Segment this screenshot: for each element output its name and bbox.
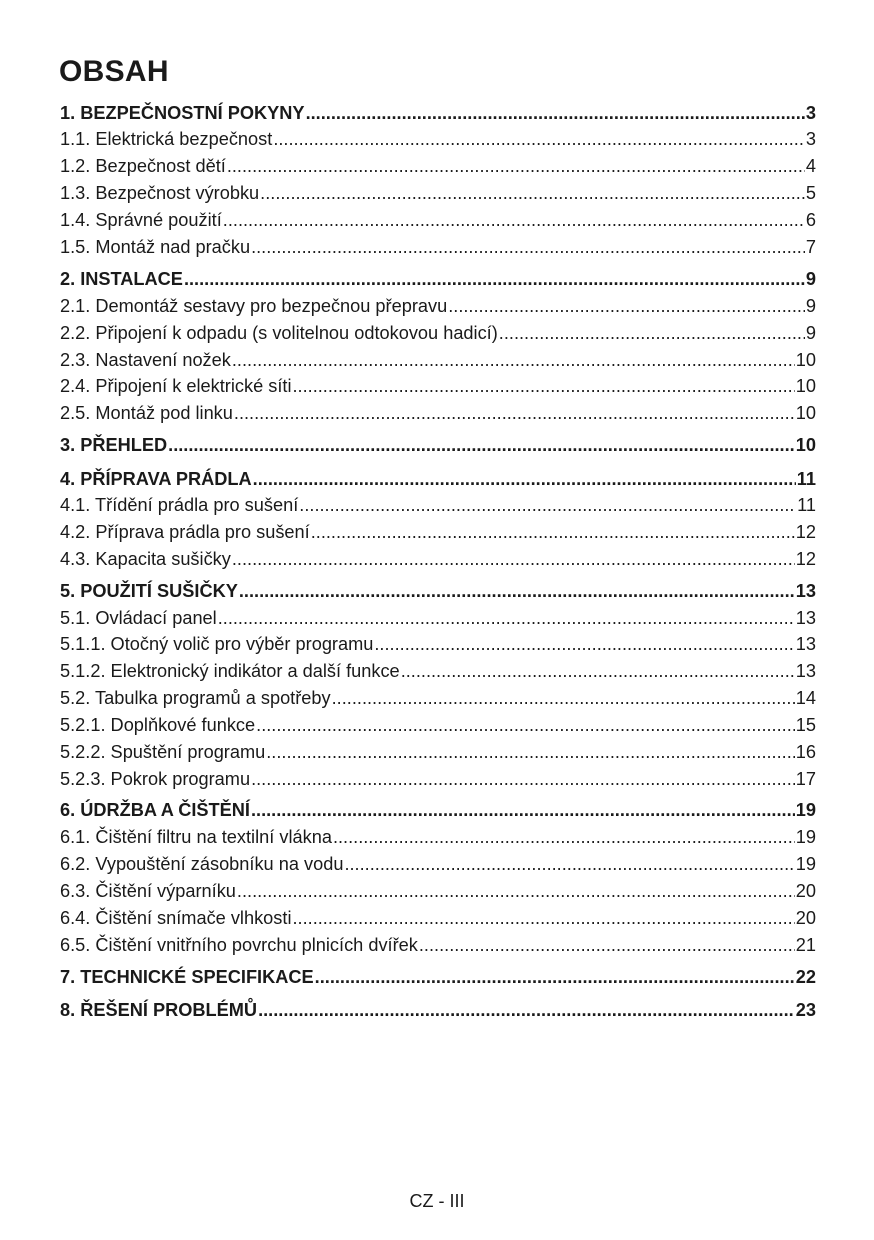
dot-leader <box>344 853 794 875</box>
toc-entry-label: 1.1. Elektrická bezpečnost <box>60 129 273 149</box>
toc-entry-page: 13 <box>795 661 816 681</box>
dot-leader <box>251 768 795 790</box>
toc-entry-page: 10 <box>795 403 816 423</box>
toc-entry-page: 20 <box>795 881 816 901</box>
page-number-footer: CZ - III <box>409 1191 465 1211</box>
toc-entry-page: 17 <box>795 769 816 789</box>
toc-entry[interactable] <box>60 548 816 570</box>
toc-entry-label: 2.4. Připojení k elektrické síti <box>60 376 292 396</box>
toc-entry-page: 13 <box>795 608 816 628</box>
toc-chapter[interactable] <box>60 999 816 1021</box>
toc-entry-page: 16 <box>795 742 816 762</box>
toc-entry[interactable] <box>60 182 816 204</box>
toc-entry-label: 4.3. Kapacita sušičky <box>60 549 231 569</box>
toc-entry-page: 3 <box>805 103 816 123</box>
toc-entry[interactable] <box>60 826 816 848</box>
dot-leader <box>232 349 795 371</box>
dot-leader <box>258 999 795 1021</box>
dot-leader <box>168 434 795 456</box>
toc-entry[interactable] <box>60 236 816 258</box>
toc-entry-label: 1.2. Bezpečnost dětí <box>60 156 226 176</box>
toc-entry-label: 5.2. Tabulka programů a spotřeby <box>60 688 331 708</box>
toc-entry[interactable] <box>60 633 816 655</box>
toc-entry[interactable] <box>60 322 816 344</box>
toc-entry-label: 4.2. Příprava prádla pro sušení <box>60 522 310 542</box>
toc-entry-label: 6.1. Čištění filtru na textilní vlákna <box>60 827 332 847</box>
toc-entry-page: 20 <box>795 908 816 928</box>
toc-entry[interactable] <box>60 607 816 629</box>
toc-entry-page: 9 <box>805 269 816 289</box>
toc-entry-label: 4.1. Třídění prádla pro sušení <box>60 495 299 515</box>
toc-chapter[interactable] <box>60 268 816 290</box>
toc-entry[interactable] <box>60 934 816 956</box>
toc-entry[interactable] <box>60 349 816 371</box>
toc-entry-page: 19 <box>795 854 816 874</box>
dot-leader <box>184 268 805 290</box>
toc-entry-label: 8. ŘEŠENÍ PROBLÉMŮ <box>60 1000 258 1020</box>
toc-entry-page: 12 <box>795 522 816 542</box>
toc-entry-label: 6.4. Čištění snímače vlhkosti <box>60 908 292 928</box>
dot-leader <box>315 966 795 988</box>
toc-entry-page: 7 <box>805 237 816 257</box>
toc-entry[interactable] <box>60 660 816 682</box>
toc-entry[interactable] <box>60 402 816 424</box>
toc-entry-label: 2. INSTALACE <box>60 269 183 289</box>
dot-leader <box>401 660 795 682</box>
dot-leader <box>232 548 795 570</box>
toc-entry[interactable] <box>60 295 816 317</box>
toc-entry-label: 2.3. Nastavení nožek <box>60 350 231 370</box>
toc-entry-label: 3. PŘEHLED <box>60 435 168 455</box>
toc-chapter[interactable] <box>60 434 816 456</box>
dot-leader <box>251 236 805 258</box>
toc-entry[interactable] <box>60 907 816 929</box>
toc-entry-page: 14 <box>795 688 816 708</box>
toc-entry-page: 5 <box>805 183 816 203</box>
dot-leader <box>237 880 795 902</box>
toc-entry[interactable] <box>60 209 816 231</box>
toc-entry-label: 1.5. Montáž nad pračku <box>60 237 251 257</box>
toc-entry[interactable] <box>60 375 816 397</box>
dot-leader <box>223 209 805 231</box>
toc-chapter[interactable] <box>60 580 816 602</box>
toc-entry-page: 23 <box>795 1000 816 1020</box>
toc-entry-page: 15 <box>795 715 816 735</box>
dot-leader <box>332 687 795 709</box>
toc-entry-label: 2.2. Připojení k odpadu (s volitelnou odtokovou hadicí) <box>60 323 498 343</box>
dot-leader <box>306 102 805 124</box>
toc-entry-label: 5.2.3. Pokrok programu <box>60 769 251 789</box>
dot-leader <box>499 322 805 344</box>
toc-entry-page: 6 <box>805 210 816 230</box>
toc-chapter[interactable] <box>60 966 816 988</box>
toc-entry-label: 1. BEZPEČNOSTNÍ POKYNY <box>60 103 305 123</box>
toc-entry-page: 11 <box>796 469 816 489</box>
toc-entry-page: 4 <box>805 156 816 176</box>
toc-entry[interactable] <box>60 741 816 763</box>
dot-leader <box>374 633 794 655</box>
toc-entry-label: 6.2. Vypouštění zásobníku na vodu <box>60 854 344 874</box>
toc-entry-page: 9 <box>805 323 816 343</box>
toc-entry-page: 10 <box>795 376 816 396</box>
toc-entry-page: 13 <box>795 581 816 601</box>
dot-leader <box>292 907 794 929</box>
toc-entry-label: 6.5. Čištění vnitřního povrchu plnicích dvířek <box>60 935 418 955</box>
toc-chapter[interactable] <box>60 799 816 821</box>
toc-entry-label: 4. PŘÍPRAVA PRÁDLA <box>60 469 252 489</box>
toc-entry-page: 22 <box>795 967 816 987</box>
dot-leader <box>311 521 795 543</box>
toc-entry-label: 1.4. Správné použití <box>60 210 222 230</box>
dot-leader <box>419 934 795 956</box>
dot-leader <box>239 580 795 602</box>
toc-entry-page: 19 <box>795 800 816 820</box>
dot-leader <box>251 799 795 821</box>
toc-entry-label: 5.1.1. Otočný volič pro výběr programu <box>60 634 374 654</box>
toc-entry-label: 5.1. Ovládací panel <box>60 608 217 628</box>
page-title: OBSAH <box>59 55 169 88</box>
toc-chapter[interactable] <box>60 468 816 490</box>
toc-entry-label: 2.5. Montáž pod linku <box>60 403 233 423</box>
toc-entry-label: 5. POUŽITÍ SUŠIČKY <box>60 581 238 601</box>
toc-entry[interactable] <box>60 128 816 150</box>
toc-entry-label: 7. TECHNICKÉ SPECIFIKACE <box>60 967 314 987</box>
dot-leader <box>218 607 795 629</box>
toc-entry-page: 11 <box>797 495 816 515</box>
dot-leader <box>260 182 805 204</box>
toc-entry-label: 5.1.2. Elektronický indikátor a další funkce <box>60 661 400 681</box>
toc-entry-label: 5.2.1. Doplňkové funkce <box>60 715 256 735</box>
toc-entry-page: 21 <box>795 935 816 955</box>
dot-leader <box>256 714 795 736</box>
toc-entry[interactable] <box>60 714 816 736</box>
toc-entry-page: 12 <box>795 549 816 569</box>
dot-leader <box>227 155 805 177</box>
dot-leader <box>292 375 794 397</box>
toc-entry-label: 2.1. Demontáž sestavy pro bezpečnou přepravu <box>60 296 448 316</box>
toc-entry[interactable] <box>60 494 816 516</box>
dot-leader <box>266 741 795 763</box>
toc-entry-label: 6.3. Čištění výparníku <box>60 881 236 901</box>
toc-chapter[interactable] <box>60 102 816 124</box>
dot-leader <box>299 494 796 516</box>
toc-entry-page: 10 <box>795 435 816 455</box>
dot-leader <box>253 468 796 490</box>
dot-leader <box>234 402 795 424</box>
dot-leader <box>448 295 805 317</box>
toc-entry[interactable] <box>60 687 816 709</box>
toc-entry[interactable] <box>60 155 816 177</box>
toc-entry-label: 6. ÚDRŽBA A ČIŠTĚNÍ <box>60 800 250 820</box>
toc-entry-page: 13 <box>795 634 816 654</box>
toc-entry[interactable] <box>60 521 816 543</box>
toc-entry[interactable] <box>60 853 816 875</box>
dot-leader <box>333 826 795 848</box>
toc-entry-page: 10 <box>795 350 816 370</box>
toc-entry-page: 19 <box>795 827 816 847</box>
dot-leader <box>273 128 805 150</box>
toc-entry[interactable] <box>60 768 816 790</box>
toc-entry-label: 5.2.2. Spuštění programu <box>60 742 266 762</box>
toc-entry-page: 3 <box>805 129 816 149</box>
toc-entry-label: 1.3. Bezpečnost výrobku <box>60 183 260 203</box>
toc-entry[interactable] <box>60 880 816 902</box>
toc-entry-page: 9 <box>805 296 816 316</box>
